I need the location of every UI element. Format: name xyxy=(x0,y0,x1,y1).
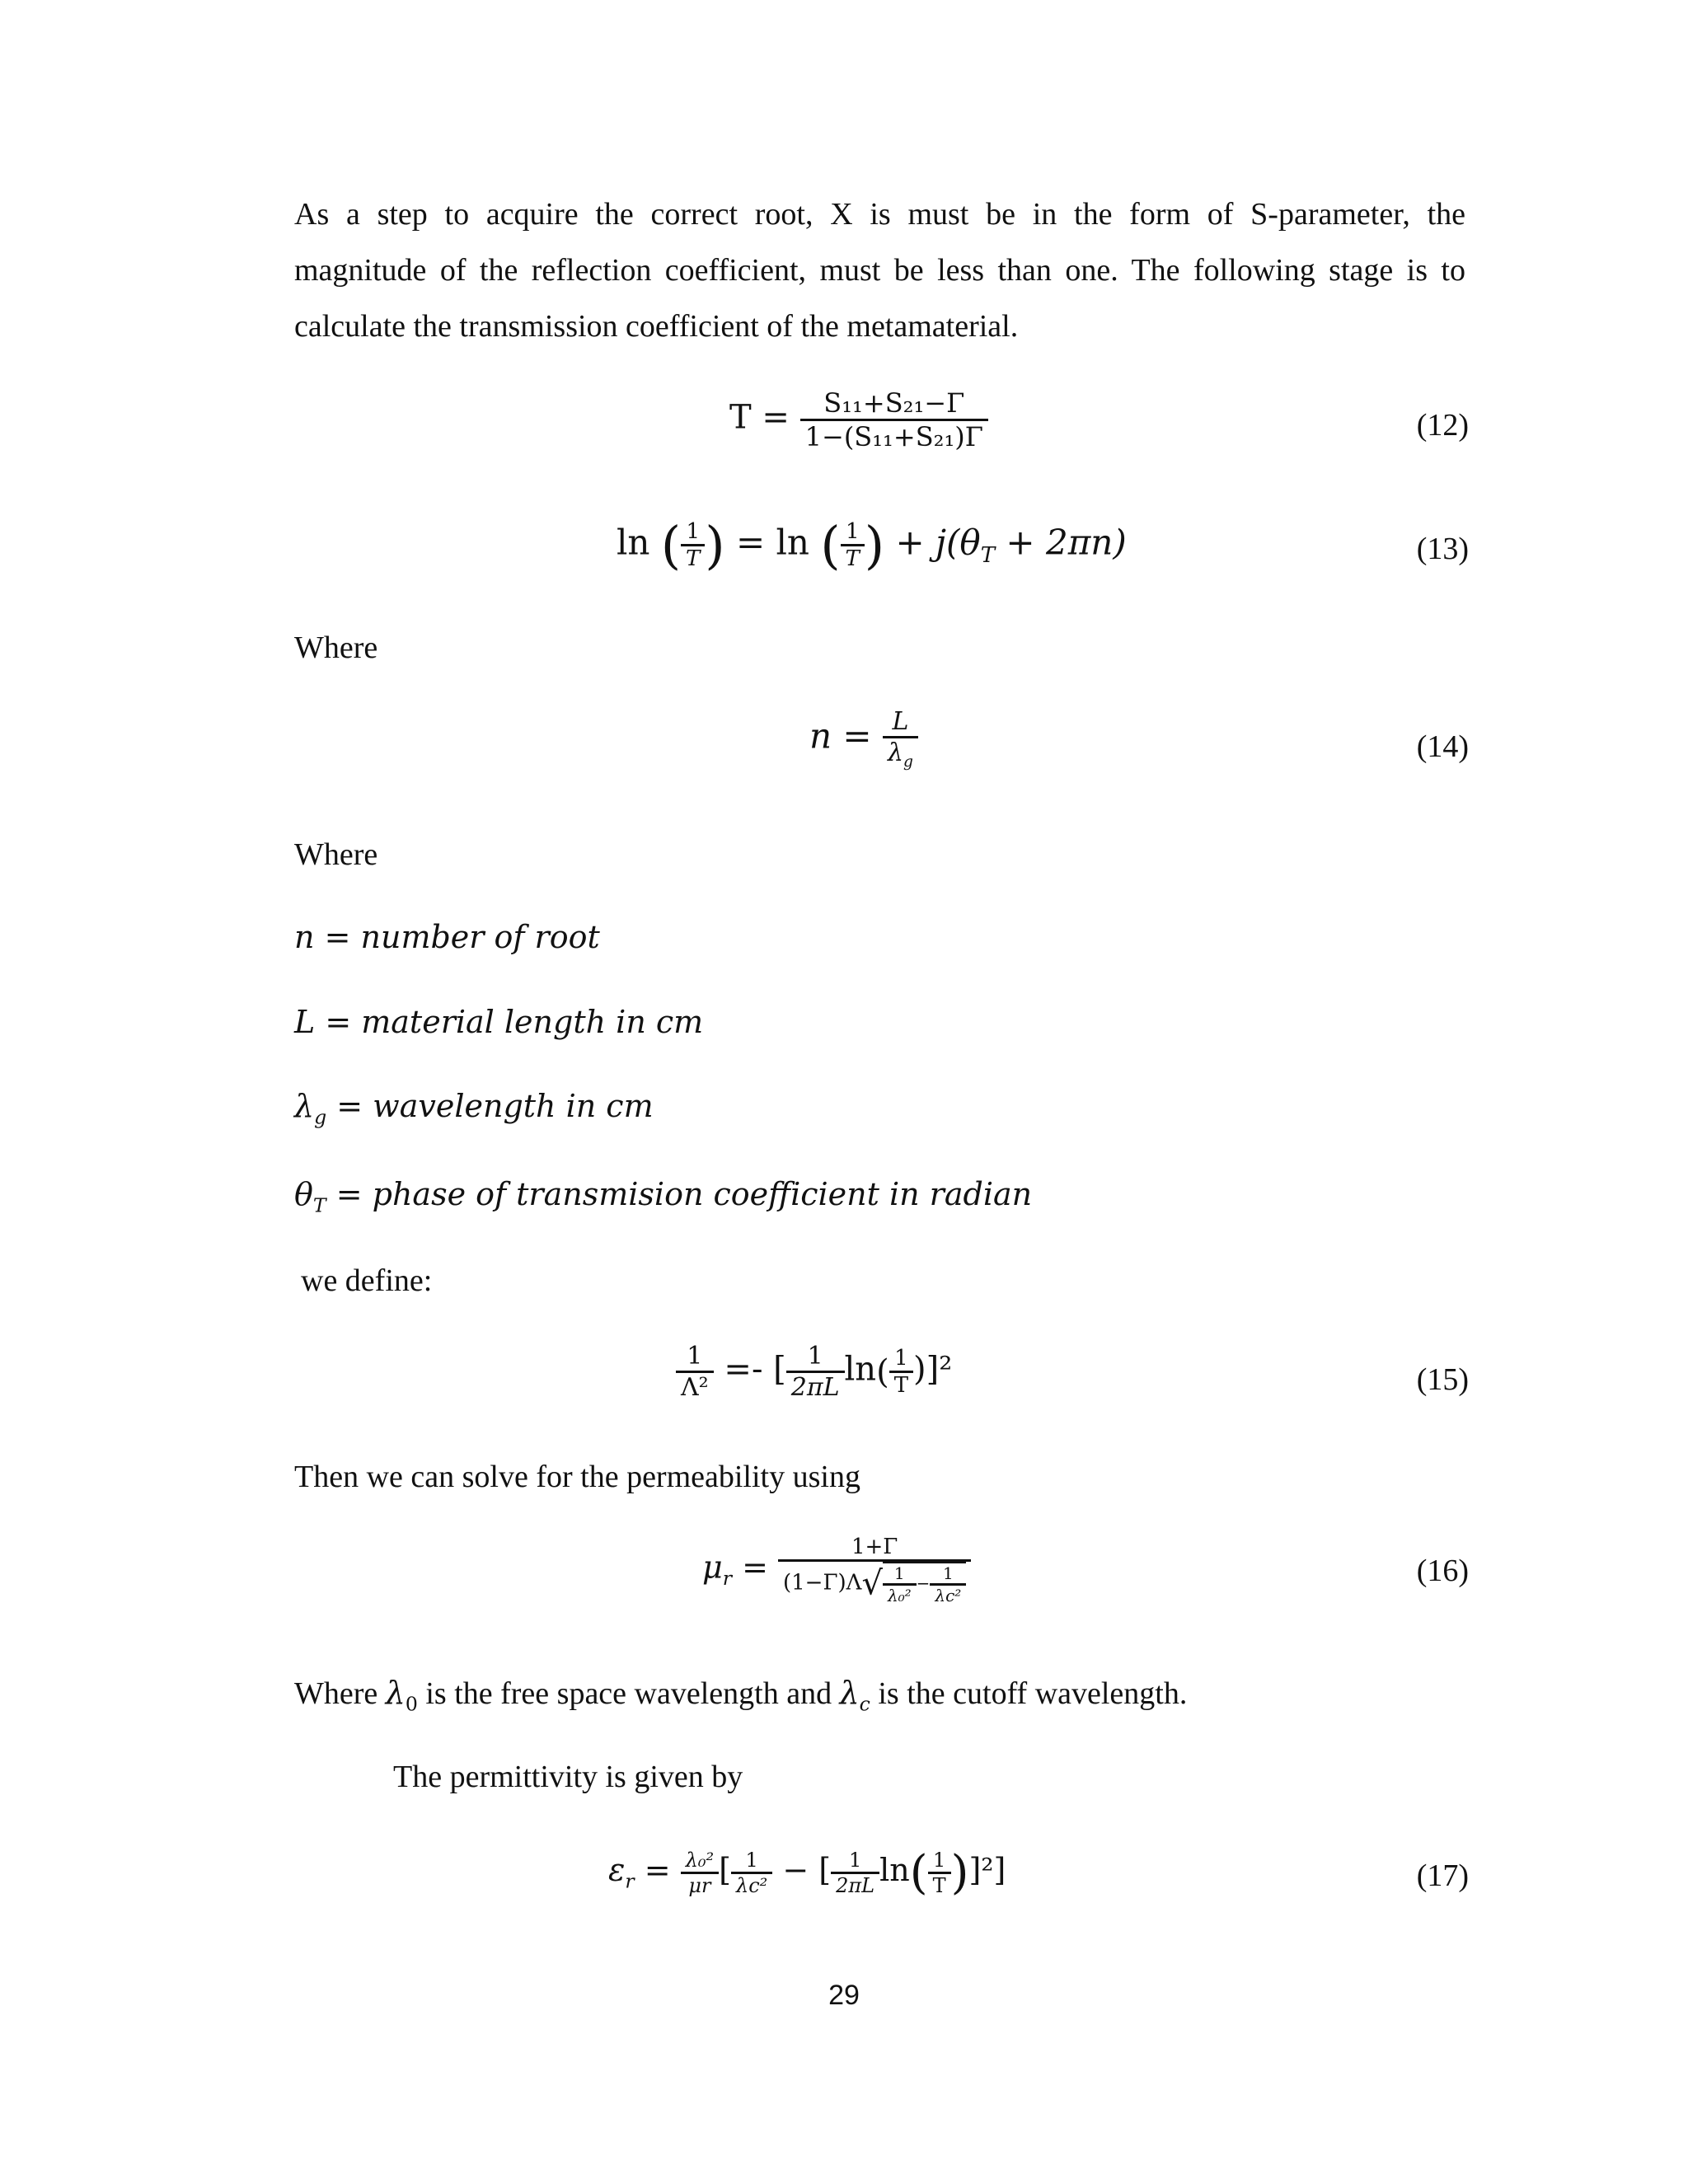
permeability-text: Then we can solve for the permeability using xyxy=(294,1460,860,1494)
eq13-frac-2 xyxy=(841,519,865,571)
eq14-lhs: n = xyxy=(809,715,872,757)
where-label-2: Where xyxy=(294,837,378,872)
wavelength-sentence: Where $\lambda_0$ is the free space wavelength and $\lambda_c$ is the cutoff wavelength. xyxy=(294,1675,1188,1716)
eq12-lhs: T = xyxy=(729,398,790,437)
eq16-denominator: (1−Γ)Λ√ $\frac{1}{\text{λ₀²}}$ − $\frac{1}{\text{λc²}}$ xyxy=(778,1562,971,1605)
intro-paragraph xyxy=(294,186,1465,354)
we-define-label: we define: xyxy=(301,1263,433,1298)
where-label-1: Where xyxy=(294,630,378,665)
eq13-rhs: + j(θ xyxy=(895,522,981,563)
equation-number-14: (14) xyxy=(1416,729,1469,764)
definition-n: n = number of root xyxy=(294,919,600,955)
eq12-denominator: 1−(S₁₁+S₂₁)Γ xyxy=(804,421,983,452)
equation-number-15: (15) xyxy=(1416,1362,1469,1397)
equation-15: $\frac{1}{\text{Λ²}}$ =- [ $\frac{1}{2\pi L}$ ln( $\frac{1}{T}$ )]² xyxy=(676,1342,952,1402)
equation-number-12: (12) xyxy=(1416,408,1469,443)
eq12-numerator: S₁₁+S₂₁−Γ xyxy=(800,387,988,421)
eq13-sub: T xyxy=(980,542,996,568)
eq15-end: )]² xyxy=(913,1350,953,1389)
eq13-frac-2-den: T xyxy=(845,546,860,571)
eq14-denominator: $\lambda_g$ xyxy=(887,738,913,771)
equation-14 xyxy=(809,707,918,771)
definition-theta-t: $\theta_T$ = phase of transmision coefficient in radian xyxy=(294,1176,1033,1217)
equation-number-13: (13) xyxy=(1416,532,1469,566)
equation-17: $\varepsilon_r$ = $\frac{\text{λ₀²}}{\mu r}$ [ $\frac{1}{\text{λc²}}$ − [ $\frac{1}{2\pi L}$ ln( $\frac{1}{T}$ )]²] xyxy=(608,1846,1006,1900)
eq15-fraction: $\frac{1}{2\pi L}$ xyxy=(786,1342,845,1402)
eq15-ln: ln xyxy=(844,1350,877,1389)
eq13-frac-2-num: 1 xyxy=(841,519,865,546)
equation-13: ln ( $\frac{1}{T}$ ) = ln ( $\frac{1}{T}$ ) + $j(\theta_T + 2\pi n)$ xyxy=(617,515,1127,575)
equation-12 xyxy=(729,387,988,452)
eq17-frac-3: $\frac{1}{2\pi L}$ xyxy=(831,1849,879,1897)
eq14-numerator: L xyxy=(883,707,918,738)
eq12-fraction xyxy=(800,387,988,452)
eq16-fraction: 1+Γ (1−Γ)Λ√ $\frac{1}{\text{λ₀²}}$ − $\frac{1}{\text{λc²}}$ xyxy=(778,1535,971,1605)
intro-line-2: magnitude of the reflection coefficient, must be less than one. The following stage is to xyxy=(294,253,1465,288)
eq15-lhs-fraction: $\frac{1}{\text{Λ²}}$ xyxy=(676,1342,714,1402)
eq13-frac-1-den: T xyxy=(686,546,701,571)
equation-number-17: (17) xyxy=(1416,1858,1469,1893)
eq14-fraction xyxy=(883,707,918,771)
equation-16: $\mu_r$ = 1+Γ (1−Γ)Λ√ $\frac{1}{\text{λ₀²}}$ − $\frac{1}{\text{λc²}}$ xyxy=(702,1535,971,1605)
eq15-inner-fraction: $\frac{1}{T}$ xyxy=(889,1346,913,1398)
intro-line-1: As a step to acquire the correct root, X is must be in the form of S-parameter, the xyxy=(294,197,1465,232)
eq17-frac-1: $\frac{\text{λ₀²}}{\mu r}$ xyxy=(681,1849,719,1897)
eq13-rhs-end: + 2πn) xyxy=(995,522,1127,563)
eq13-frac-1 xyxy=(681,519,705,571)
page-number: 29 xyxy=(828,1980,860,2011)
definition-lambda-g: $\lambda_g$ = wavelength in cm xyxy=(294,1088,654,1129)
equation-number-16: (16) xyxy=(1416,1554,1469,1588)
intro-line-3: calculate the transmission coefficient of the metamaterial. xyxy=(294,309,1019,344)
eq13-ln: ln xyxy=(617,522,650,563)
eq17-frac-2: $\frac{1}{\text{λc²}}$ xyxy=(731,1849,772,1897)
eq13-equals-ln: = ln xyxy=(735,522,809,563)
eq15-mid: =- [ xyxy=(724,1350,786,1389)
eq17-frac-4: $\frac{1}{T}$ xyxy=(928,1849,951,1897)
definition-L: L = material length in cm xyxy=(294,1004,704,1040)
eq13-frac-1-num: 1 xyxy=(681,519,705,546)
permittivity-text: The permittivity is given by xyxy=(393,1760,743,1794)
